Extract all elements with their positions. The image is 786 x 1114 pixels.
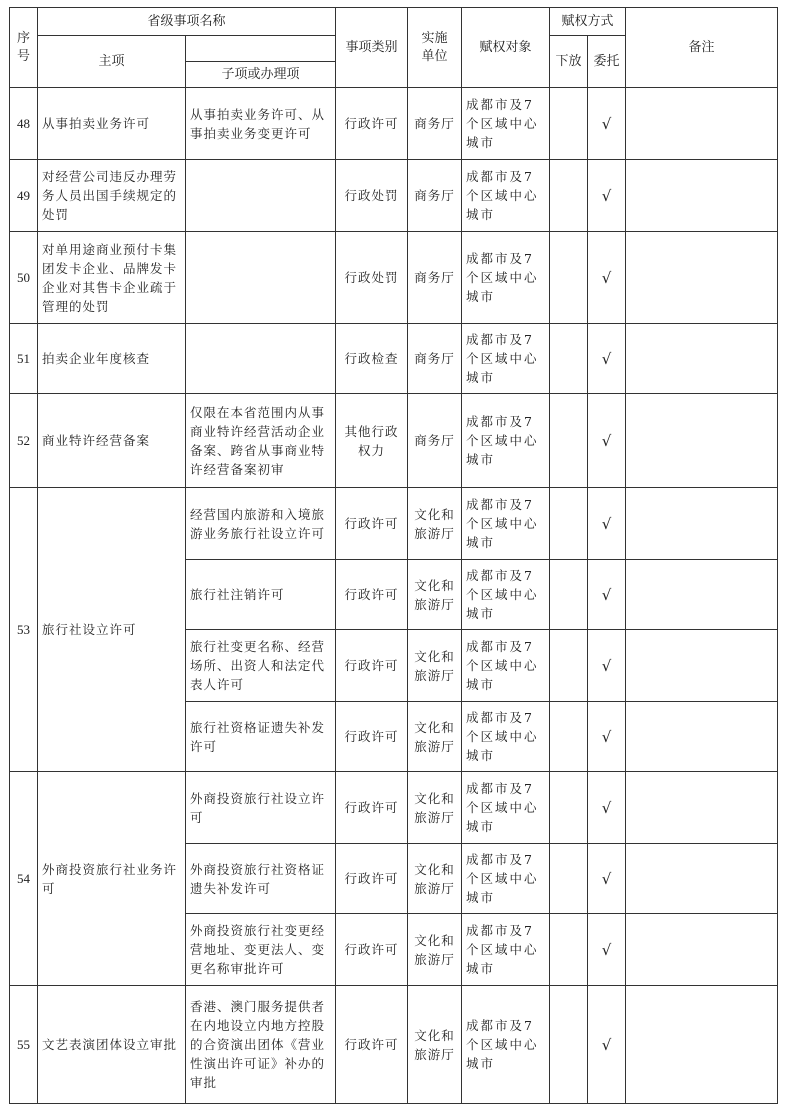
table-row (10, 986, 778, 1104)
row-sub-item: 旅行社变更名称、经营场所、出资人和法定代表人许可 (186, 630, 336, 702)
row-target: 成都市及7个区域中心城市 (462, 914, 550, 986)
row-target: 成都市及7个区域中心城市 (462, 160, 550, 232)
header-sub-item: 子项或办理项 (186, 62, 336, 88)
row-unit: 文化和旅游厅 (408, 702, 462, 772)
row-entrust-check: √ (588, 394, 626, 488)
table-row (10, 488, 778, 560)
row-target: 成都市及7个区域中心城市 (462, 488, 550, 560)
row-seq: 49 (10, 160, 38, 232)
row-sub-item: 仅限在本省范围内从事商业特许经营活动企业备案、跨省从事商业特许经营备案初审 (186, 394, 336, 488)
row-seq: 52 (10, 394, 38, 488)
row-unit: 商务厅 (408, 394, 462, 488)
row-entrust-check: √ (588, 160, 626, 232)
row-delegate-down (550, 232, 588, 324)
table-row (10, 160, 778, 232)
row-remarks (626, 488, 778, 560)
row-unit: 商务厅 (408, 324, 462, 394)
row-entrust-check: √ (588, 232, 626, 324)
row-seq: 55 (10, 986, 38, 1104)
row-target: 成都市及7个区域中心城市 (462, 702, 550, 772)
row-unit: 商务厅 (408, 160, 462, 232)
row-unit: 文化和旅游厅 (408, 772, 462, 844)
row-category: 行政许可 (336, 772, 408, 844)
header-main-item: 主项 (38, 36, 186, 88)
row-sub-item: 旅行社资格证遗失补发许可 (186, 702, 336, 772)
row-category: 其他行政权力 (336, 394, 408, 488)
row-entrust-check: √ (588, 488, 626, 560)
row-target: 成都市及7个区域中心城市 (462, 630, 550, 702)
row-entrust-check: √ (588, 560, 626, 630)
table-row (10, 324, 778, 394)
row-category: 行政许可 (336, 630, 408, 702)
row-sub-item (186, 232, 336, 324)
table-row (10, 232, 778, 324)
row-unit: 商务厅 (408, 88, 462, 160)
row-target: 成都市及7个区域中心城市 (462, 394, 550, 488)
row-main-item: 从事拍卖业务许可 (38, 88, 186, 160)
row-remarks (626, 160, 778, 232)
row-seq: 51 (10, 324, 38, 394)
row-unit: 文化和旅游厅 (408, 560, 462, 630)
row-sub-item: 经营国内旅游和入境旅游业务旅行社设立许可 (186, 488, 336, 560)
row-target: 成都市及7个区域中心城市 (462, 324, 550, 394)
row-category: 行政许可 (336, 702, 408, 772)
row-remarks (626, 88, 778, 160)
row-target: 成都市及7个区域中心城市 (462, 232, 550, 324)
row-remarks (626, 914, 778, 986)
row-unit: 文化和旅游厅 (408, 630, 462, 702)
row-seq: 50 (10, 232, 38, 324)
row-target: 成都市及7个区域中心城市 (462, 88, 550, 160)
row-sub-item: 从事拍卖业务许可、从事拍卖业务变更许可 (186, 88, 336, 160)
row-delegate-down (550, 986, 588, 1104)
row-unit: 文化和旅游厅 (408, 488, 462, 560)
row-delegate-down (550, 914, 588, 986)
document-page (9, 7, 777, 1104)
row-seq: 54 (10, 772, 38, 986)
row-delegate-down (550, 160, 588, 232)
row-remarks (626, 630, 778, 702)
row-entrust-check: √ (588, 914, 626, 986)
row-entrust-check: √ (588, 772, 626, 844)
row-unit: 文化和旅游厅 (408, 986, 462, 1104)
row-main-item: 商业特许经营备案 (38, 394, 186, 488)
row-main-item: 旅行社设立许可 (38, 488, 186, 772)
row-target: 成都市及7个区域中心城市 (462, 560, 550, 630)
row-sub-item: 外商投资旅行社资格证遗失补发许可 (186, 844, 336, 914)
header-entrust: 委托 (588, 36, 626, 88)
row-category: 行政处罚 (336, 160, 408, 232)
row-category: 行政许可 (336, 914, 408, 986)
table-header (10, 8, 778, 88)
row-delegate-down (550, 88, 588, 160)
header-remarks: 备注 (626, 8, 778, 88)
row-delegate-down (550, 394, 588, 488)
row-sub-item: 外商投资旅行社变更经营地址、变更法人、变更名称审批许可 (186, 914, 336, 986)
row-remarks (626, 702, 778, 772)
row-entrust-check: √ (588, 630, 626, 702)
row-category: 行政许可 (336, 844, 408, 914)
row-seq: 53 (10, 488, 38, 772)
row-sub-item: 外商投资旅行社设立许可 (186, 772, 336, 844)
row-remarks (626, 986, 778, 1104)
row-remarks (626, 324, 778, 394)
row-main-item: 文艺表演团体设立审批 (38, 986, 186, 1104)
header-seq: 序号 (10, 8, 38, 88)
row-category: 行政许可 (336, 488, 408, 560)
table-row (10, 394, 778, 488)
row-remarks (626, 232, 778, 324)
row-target: 成都市及7个区域中心城市 (462, 772, 550, 844)
row-target: 成都市及7个区域中心城市 (462, 986, 550, 1104)
row-unit: 文化和旅游厅 (408, 914, 462, 986)
delegation-table (9, 7, 778, 1104)
row-entrust-check: √ (588, 702, 626, 772)
row-sub-item (186, 160, 336, 232)
row-target: 成都市及7个区域中心城市 (462, 844, 550, 914)
row-unit: 商务厅 (408, 232, 462, 324)
row-delegate-down (550, 324, 588, 394)
table-row (10, 772, 778, 844)
row-entrust-check: √ (588, 844, 626, 914)
header-sub-spacer (186, 36, 336, 62)
row-category: 行政检查 (336, 324, 408, 394)
row-remarks (626, 844, 778, 914)
row-main-item: 拍卖企业年度核查 (38, 324, 186, 394)
row-entrust-check: √ (588, 324, 626, 394)
header-provincial-name: 省级事项名称 (38, 8, 336, 36)
row-remarks (626, 560, 778, 630)
row-entrust-check: √ (588, 986, 626, 1104)
row-sub-item: 旅行社注销许可 (186, 560, 336, 630)
header-unit: 实施单位 (408, 8, 462, 88)
row-seq: 48 (10, 88, 38, 160)
row-main-item: 外商投资旅行社业务许可 (38, 772, 186, 986)
row-delegate-down (550, 488, 588, 560)
row-remarks (626, 394, 778, 488)
row-category: 行政许可 (336, 560, 408, 630)
row-delegate-down (550, 560, 588, 630)
row-category: 行政许可 (336, 986, 408, 1104)
table-row (10, 88, 778, 160)
header-target: 赋权对象 (462, 8, 550, 88)
row-remarks (626, 772, 778, 844)
header-category: 事项类别 (336, 8, 408, 88)
row-sub-item (186, 324, 336, 394)
row-sub-item: 香港、澳门服务提供者在内地设立内地方控股的合资演出团体《营业性演出许可证》补办的审批 (186, 986, 336, 1104)
header-method: 赋权方式 (550, 8, 626, 36)
header-delegate-down: 下放 (550, 36, 588, 88)
row-delegate-down (550, 702, 588, 772)
table-body (10, 88, 778, 1104)
row-category: 行政许可 (336, 88, 408, 160)
row-delegate-down (550, 844, 588, 914)
row-main-item: 对单用途商业预付卡集团发卡企业、品牌发卡企业对其售卡企业疏于管理的处罚 (38, 232, 186, 324)
row-main-item: 对经营公司违反办理劳务人员出国手续规定的处罚 (38, 160, 186, 232)
row-category: 行政处罚 (336, 232, 408, 324)
row-unit: 文化和旅游厅 (408, 844, 462, 914)
row-delegate-down (550, 772, 588, 844)
row-delegate-down (550, 630, 588, 702)
row-entrust-check: √ (588, 88, 626, 160)
